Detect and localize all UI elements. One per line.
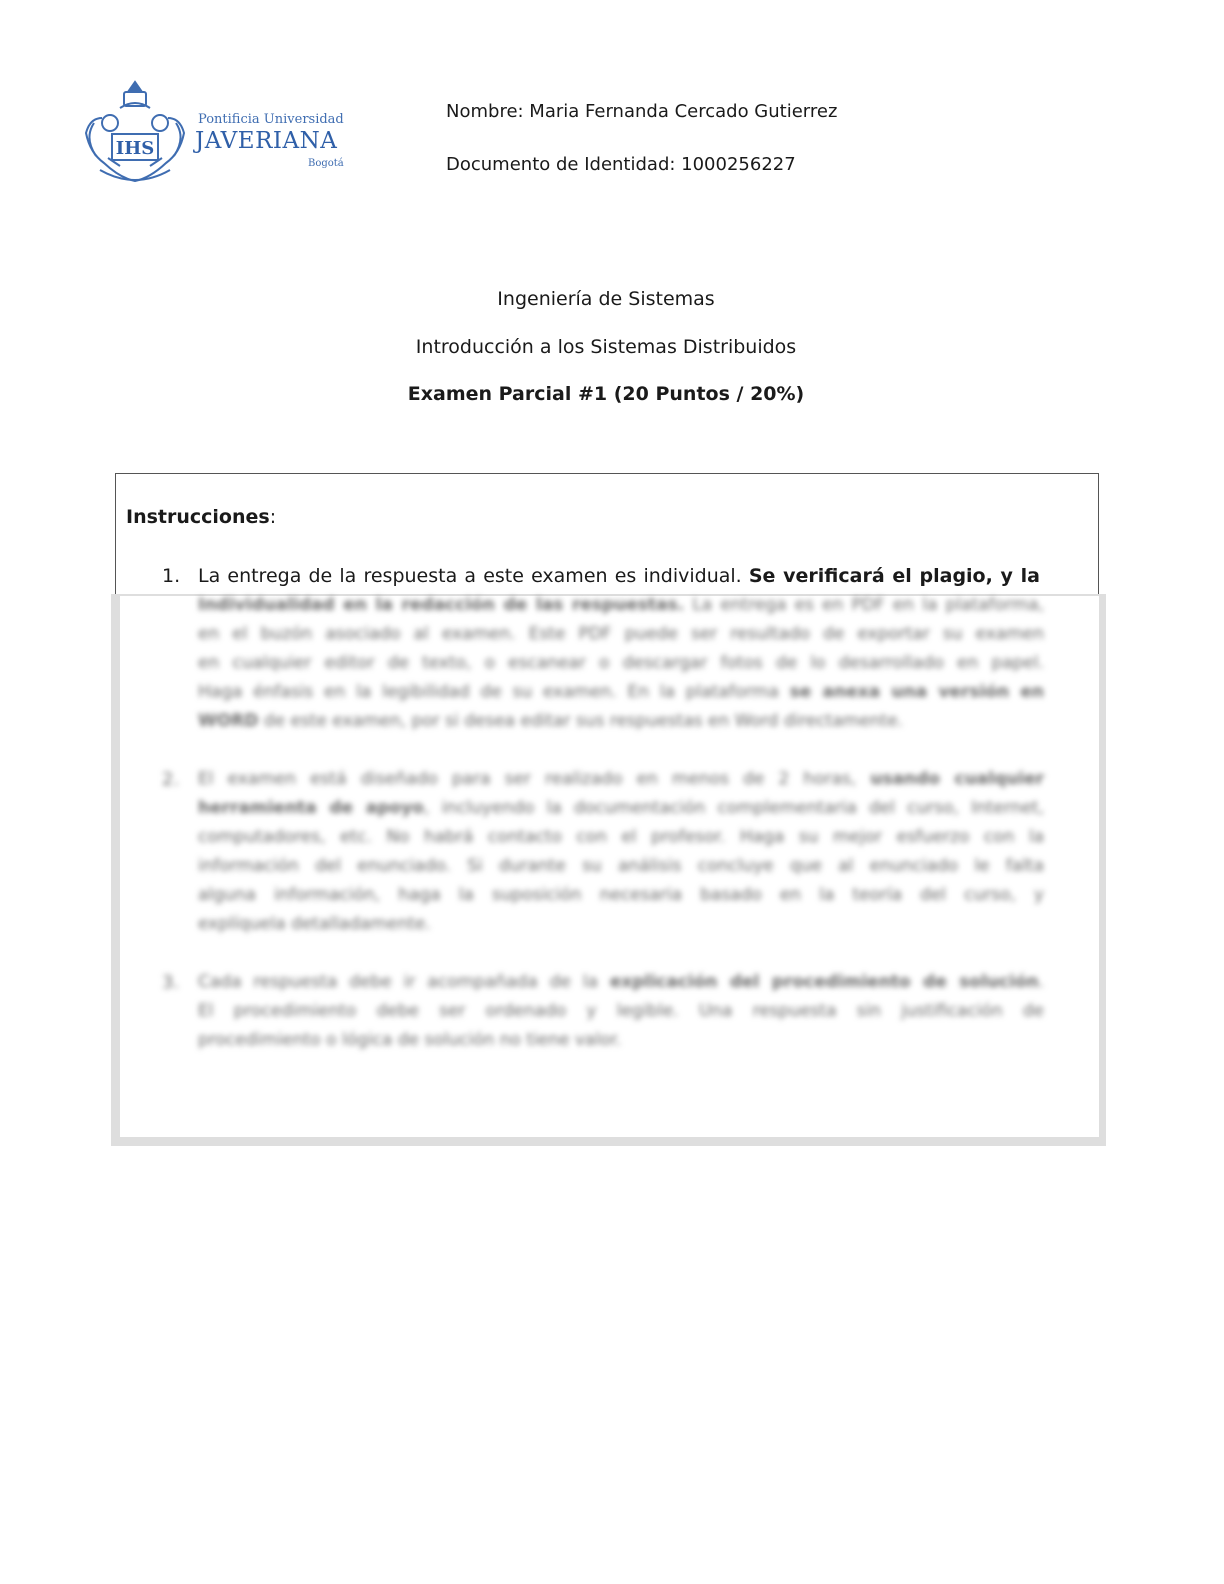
logo-line-3: Bogotá	[308, 158, 344, 169]
course-title: Introducción a los Sistemas Distribuidos	[415, 336, 797, 358]
student-document: Documento de Identidad: 1000256227	[446, 154, 796, 175]
list-item-number: 1.	[162, 565, 181, 587]
exam-title: Examen Parcial #1 (20 Puntos / 20%)	[407, 383, 805, 405]
instructions-heading: Instrucciones:	[126, 506, 277, 528]
logo-line-2: JAVERIANA	[195, 128, 338, 154]
student-name: Nombre: Maria Fernanda Cercado Gutierrez	[446, 101, 838, 122]
list-item-text: La entrega de la respuesta a este examen es individual. Se verificará el plagio, y la	[198, 565, 1041, 587]
logo-line-1: Pontificia Universidad	[198, 112, 344, 127]
university-logo	[80, 78, 360, 188]
university-seal-icon	[80, 78, 190, 188]
seal-letters: IHS	[115, 138, 155, 159]
program-title: Ingeniería de Sistemas	[497, 288, 715, 310]
